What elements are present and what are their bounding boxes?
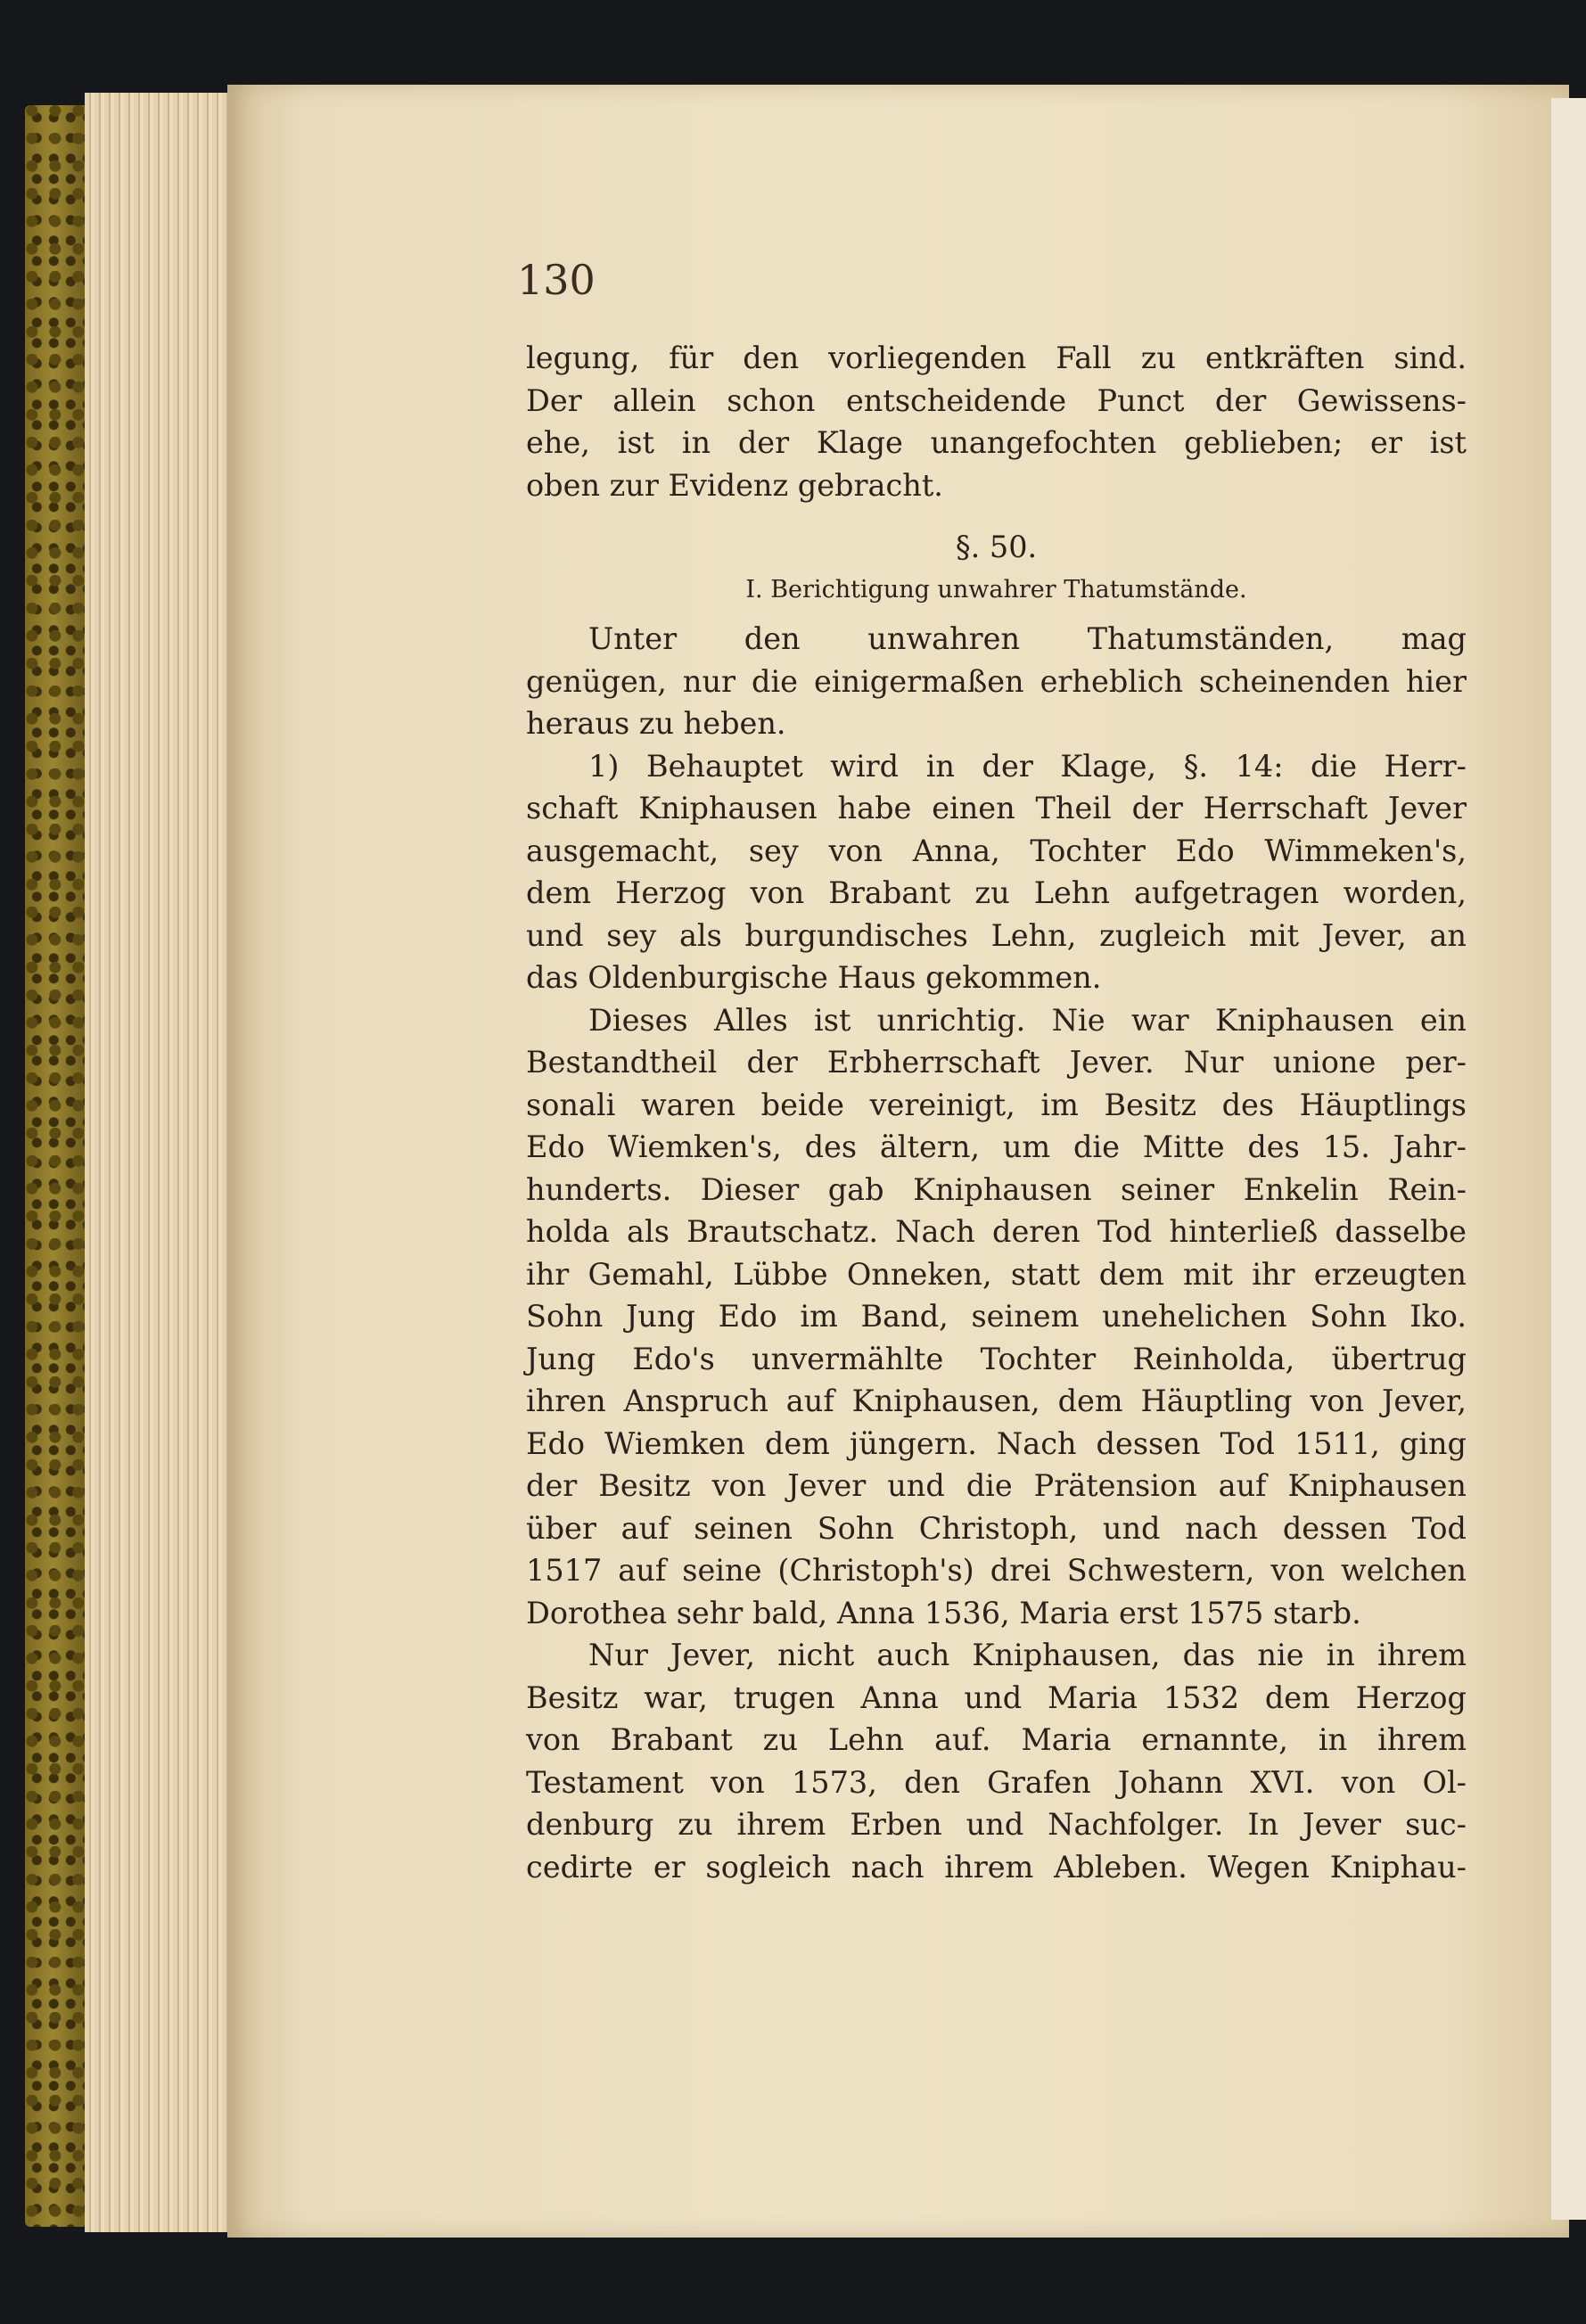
text-line: 1517 auf seine (Christoph's) drei Schwestern, von welchen	[526, 1553, 1467, 1588]
text-line: genügen, nur die einigermaßen erheblich scheinenden hier	[526, 663, 1467, 699]
page-body	[526, 337, 1467, 1888]
text-line: ihr Gemahl, Lübbe Onneken, statt dem mit ihr erzeugten	[526, 1256, 1467, 1292]
text-line: denburg zu ihrem Erben und Nachfolger. In Jever suc-	[526, 1807, 1467, 1842]
page-number: 130	[517, 256, 596, 304]
text-line: Nur Jever, nicht auch Kniphausen, das nie in ihrem	[588, 1638, 1467, 1672]
text-line: sonali waren beide vereinigt, im Besitz des Häuptlings	[526, 1087, 1467, 1122]
text-line: und sey als burgundisches Lehn, zugleich mit Jever, an	[526, 917, 1467, 953]
text-line: dem Herzog von Brabant zu Lehn aufgetragen worden,	[526, 875, 1467, 910]
text-line: ehe, ist in der Klage unangefochten geblieben; er ist	[526, 425, 1467, 460]
text-line: von Brabant zu Lehn auf. Maria ernannte, in ihrem	[526, 1722, 1467, 1757]
text-line: cedirte er sogleich nach ihrem Ableben. Wegen Kniphau-	[526, 1849, 1467, 1885]
text-line: heraus zu heben.	[526, 706, 786, 741]
text-line: Dorothea sehr bald, Anna 1536, Maria erst 1575 starb.	[526, 1595, 1361, 1630]
marbled-cover	[25, 105, 87, 2227]
text-line: Dieses Alles ist unrichtig. Nie war Kniphausen ein	[588, 1002, 1467, 1038]
text-line: das Oldenburgische Haus gekommen.	[526, 960, 1102, 995]
text-line: der Besitz von Jever und die Prätension auf Kniphausen	[526, 1468, 1467, 1503]
text-line: Der allein schon entscheidende Punct der Gewissens-	[526, 382, 1467, 418]
text-line: Unter den unwahren Thatumständen, mag	[588, 621, 1467, 656]
text-line: oben zur Evidenz gebracht.	[526, 467, 943, 503]
text-line: ausgemacht, sey von Anna, Tochter Edo Wimmeken's,	[526, 833, 1467, 868]
text-line: Edo Wiemken dem jüngern. Nach dessen Tod 1511, ging	[526, 1425, 1467, 1461]
text-line: legung, für den vorliegenden Fall zu entkräften sind.	[526, 341, 1467, 375]
text-line: Jung Edo's unvermählte Tochter Reinholda, übertrug	[526, 1341, 1467, 1376]
text-line: hunderts. Dieser gab Kniphausen seiner Enkelin Rein-	[526, 1171, 1467, 1207]
text-line: 1) Behauptet wird in der Klage, §. 14: die Herr-	[588, 748, 1467, 784]
section-number: §. 50.	[955, 530, 1038, 564]
text-line: schaft Kniphausen habe einen Theil der Herrschaft Jever	[526, 791, 1467, 825]
text-line: Bestandtheil der Erbherrschaft Jever. Nur unione per-	[526, 1045, 1467, 1080]
text-line: über auf seinen Sohn Christoph, und nach dessen Tod	[526, 1510, 1467, 1546]
text-line: Testament von 1573, den Grafen Johann XVI. von Ol-	[526, 1764, 1467, 1800]
text-line: holda als Brautschatz. Nach deren Tod hinterließ dasselbe	[526, 1214, 1467, 1249]
section-subtitle: I. Berichtigung unwahrer Thatumstände.	[745, 575, 1247, 604]
text-line: ihren Anspruch auf Kniphausen, dem Häuptling von Jever,	[526, 1384, 1467, 1418]
text-line: Sohn Jung Edo im Band, seinem unehelichen Sohn Iko.	[526, 1299, 1467, 1334]
text-line: Besitz war, trugen Anna und Maria 1532 dem Herzog	[526, 1679, 1467, 1715]
facing-leaf	[1551, 98, 1586, 2220]
text-line: Edo Wiemken's, des ältern, um die Mitte des 15. Jahr-	[526, 1129, 1467, 1164]
